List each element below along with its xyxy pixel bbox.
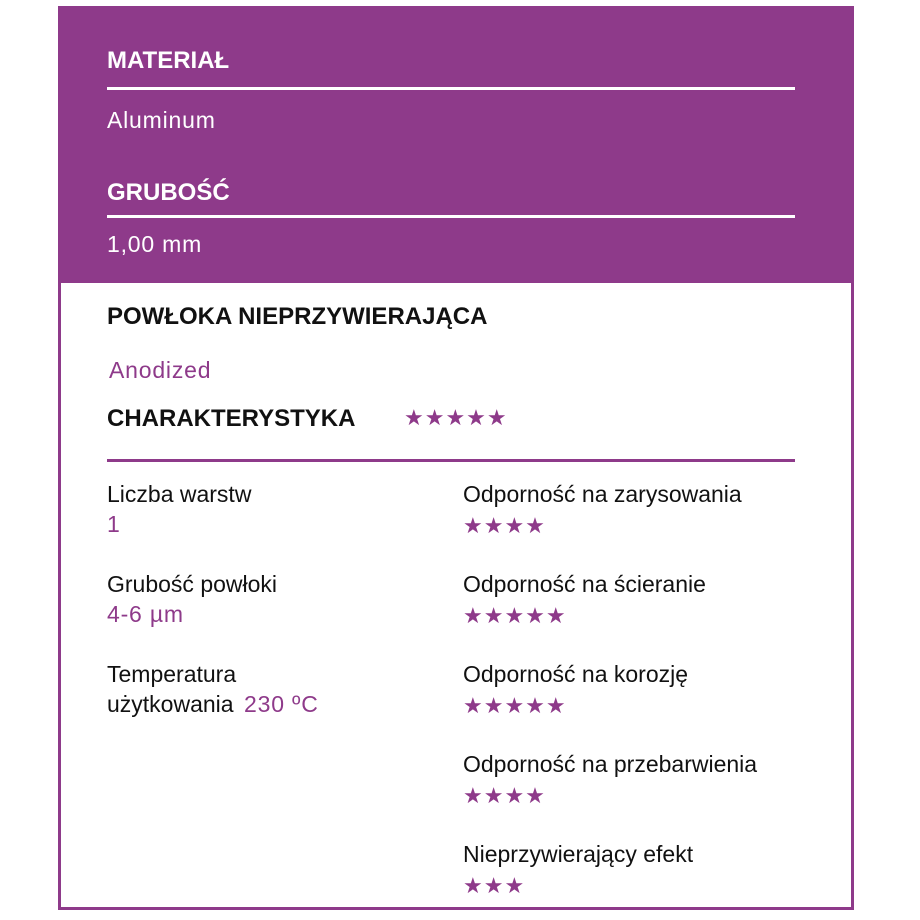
temperature-row (107, 691, 319, 718)
temperature-value: 230 ºC (244, 691, 319, 717)
abrasion-resistance-stars: ★★★★★ (463, 603, 567, 628)
temperature-label-line1: Temperatura (107, 661, 237, 687)
material-section (61, 9, 851, 283)
scratch-resistance-stars: ★★★★ (463, 513, 546, 538)
coating-thickness-value: 4-6 µm (107, 601, 184, 627)
coating-value: Anodized (109, 357, 212, 383)
material-value: Aluminum (107, 107, 216, 133)
coating-heading: POWŁOKA NIEPRZYWIERAJĄCA (107, 303, 488, 330)
scratch-resistance-label: Odporność na zarysowania (463, 481, 742, 507)
coating-thickness-label: Grubość powłoki (107, 571, 278, 597)
thickness-value: 1,00 mm (107, 231, 203, 257)
material-divider (107, 87, 795, 90)
discoloration-resistance-label: Odporność na przebarwienia (463, 751, 758, 777)
thickness-heading: GRUBOŚĆ (107, 179, 230, 206)
layers-value: 1 (107, 511, 121, 537)
abrasion-resistance-label: Odporność na ścieranie (463, 571, 706, 597)
temperature-label-line2: użytkowania (107, 691, 234, 717)
corrosion-resistance-stars: ★★★★★ (463, 693, 567, 718)
nonstick-effect-label: Nieprzywierający efekt (463, 841, 694, 867)
characteristics-heading: CHARAKTERYSTYKA (107, 405, 356, 432)
thickness-divider (107, 215, 795, 218)
characteristics-rating-stars: ★★★★★ (404, 405, 508, 430)
discoloration-resistance-stars: ★★★★ (463, 783, 546, 808)
corrosion-resistance-label: Odporność na korozję (463, 661, 689, 687)
characteristics-divider (107, 459, 795, 462)
layers-label: Liczba warstw (107, 481, 252, 507)
material-heading: MATERIAŁ (107, 47, 230, 74)
nonstick-effect-stars: ★★★ (463, 873, 526, 898)
product-spec-card (58, 6, 854, 910)
